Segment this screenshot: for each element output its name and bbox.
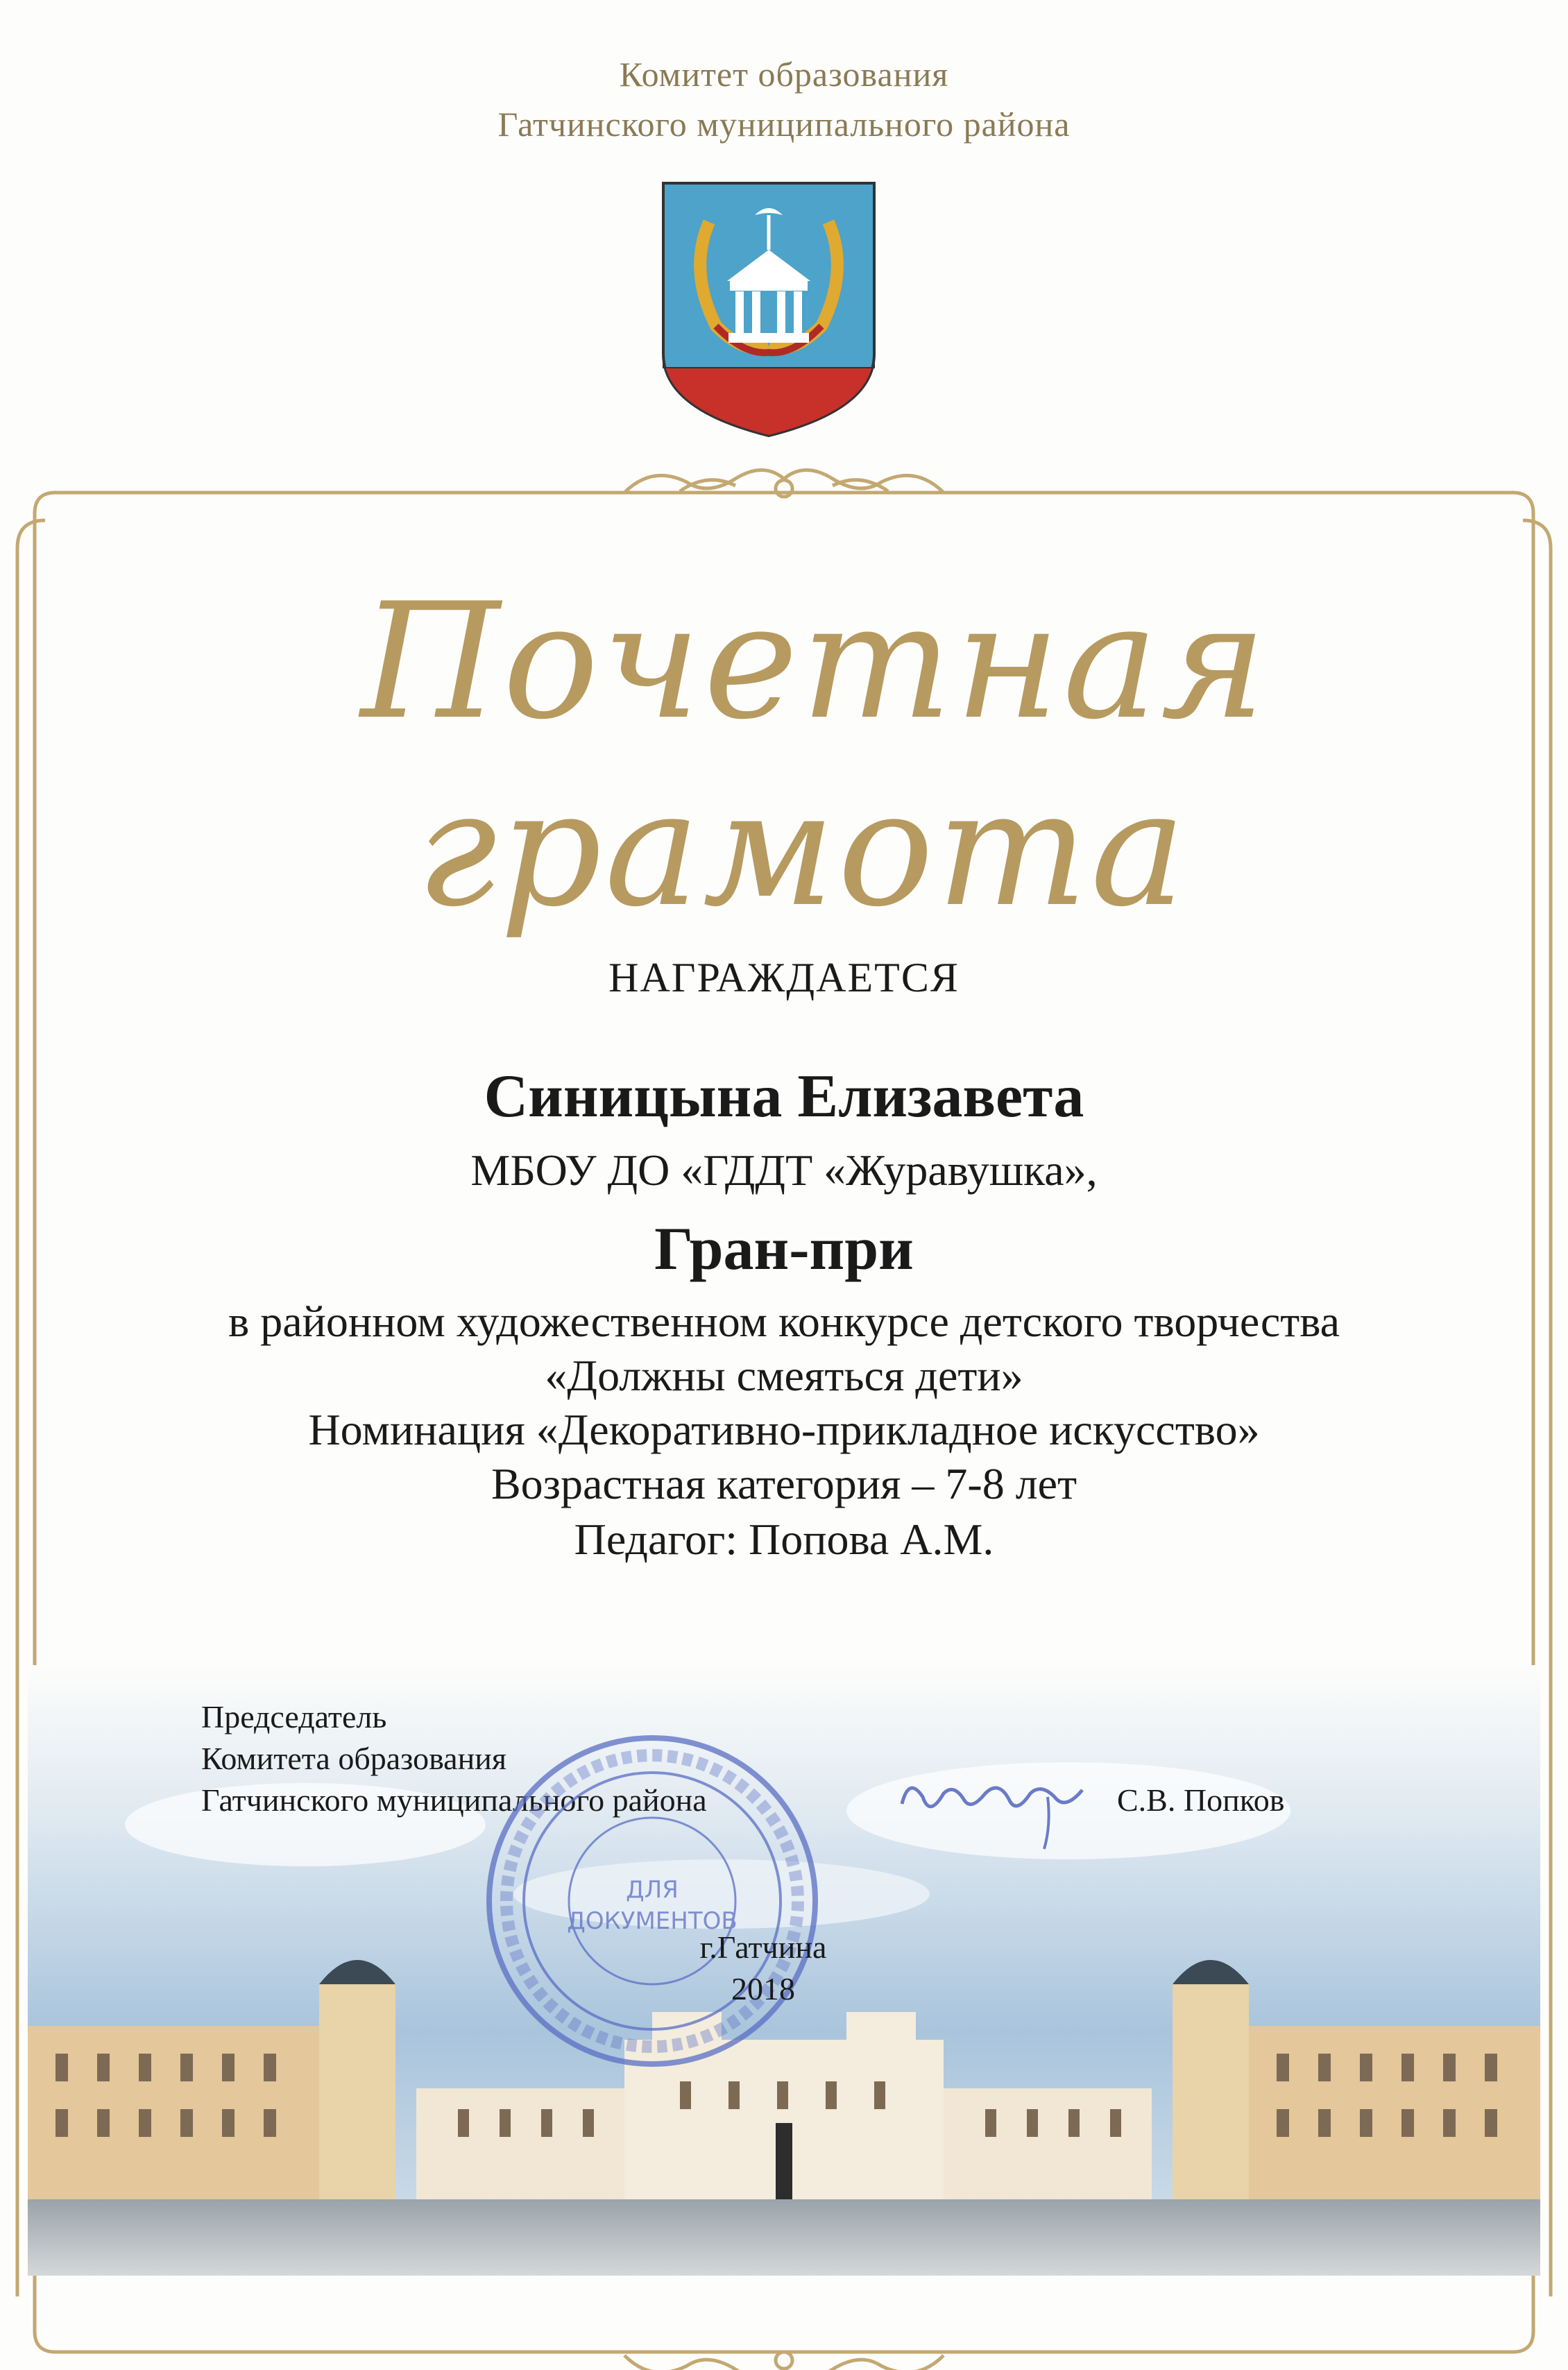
recipient-organization: МБОУ ДО «ГДДТ «Журавушка», bbox=[470, 1145, 1098, 1195]
signatory-title-line-3: Гатчинского муниципального района bbox=[201, 1782, 707, 1818]
coat-of-arms-emblem bbox=[661, 180, 877, 438]
recipient-name: Синицына Елизавета bbox=[484, 1063, 1084, 1130]
awarded-label: НАГРАЖДАЕТСЯ bbox=[608, 955, 960, 1000]
contest-description: в районном художественном конкурсе детского творчества bbox=[228, 1297, 1340, 1346]
title-script-line-2: грамота bbox=[416, 757, 1188, 942]
signatory-name: С.В. Попков bbox=[1117, 1782, 1285, 1818]
signatory-title-line-2: Комитета образования bbox=[201, 1741, 506, 1776]
issue-place: г.Гатчина bbox=[699, 1929, 827, 1965]
issuer-line-1: Комитет образования bbox=[619, 55, 949, 94]
issuer-line-2: Гатчинского муниципального района bbox=[497, 105, 1071, 144]
svg-text:ДЛЯ: ДЛЯ bbox=[626, 1876, 679, 1904]
contest-name: «Должны смеяться дети» bbox=[545, 1351, 1023, 1400]
nomination: Номинация «Декоративно-прикладное искусство» bbox=[308, 1405, 1260, 1454]
title-script-line-1: Почетная bbox=[361, 570, 1270, 755]
signatory-title-line-1: Председатель bbox=[201, 1699, 387, 1734]
handwritten-signature bbox=[888, 1755, 1096, 1859]
official-stamp bbox=[479, 1728, 826, 2074]
age-category: Возрастная категория – 7-8 лет bbox=[491, 1459, 1077, 1508]
award-title: Гран-при bbox=[654, 1216, 914, 1283]
issue-year: 2018 bbox=[731, 1971, 795, 2006]
svg-text:ДОКУМЕНТОВ: ДОКУМЕНТОВ bbox=[567, 1907, 738, 1935]
teacher: Педагог: Попова А.М. bbox=[574, 1515, 994, 1564]
